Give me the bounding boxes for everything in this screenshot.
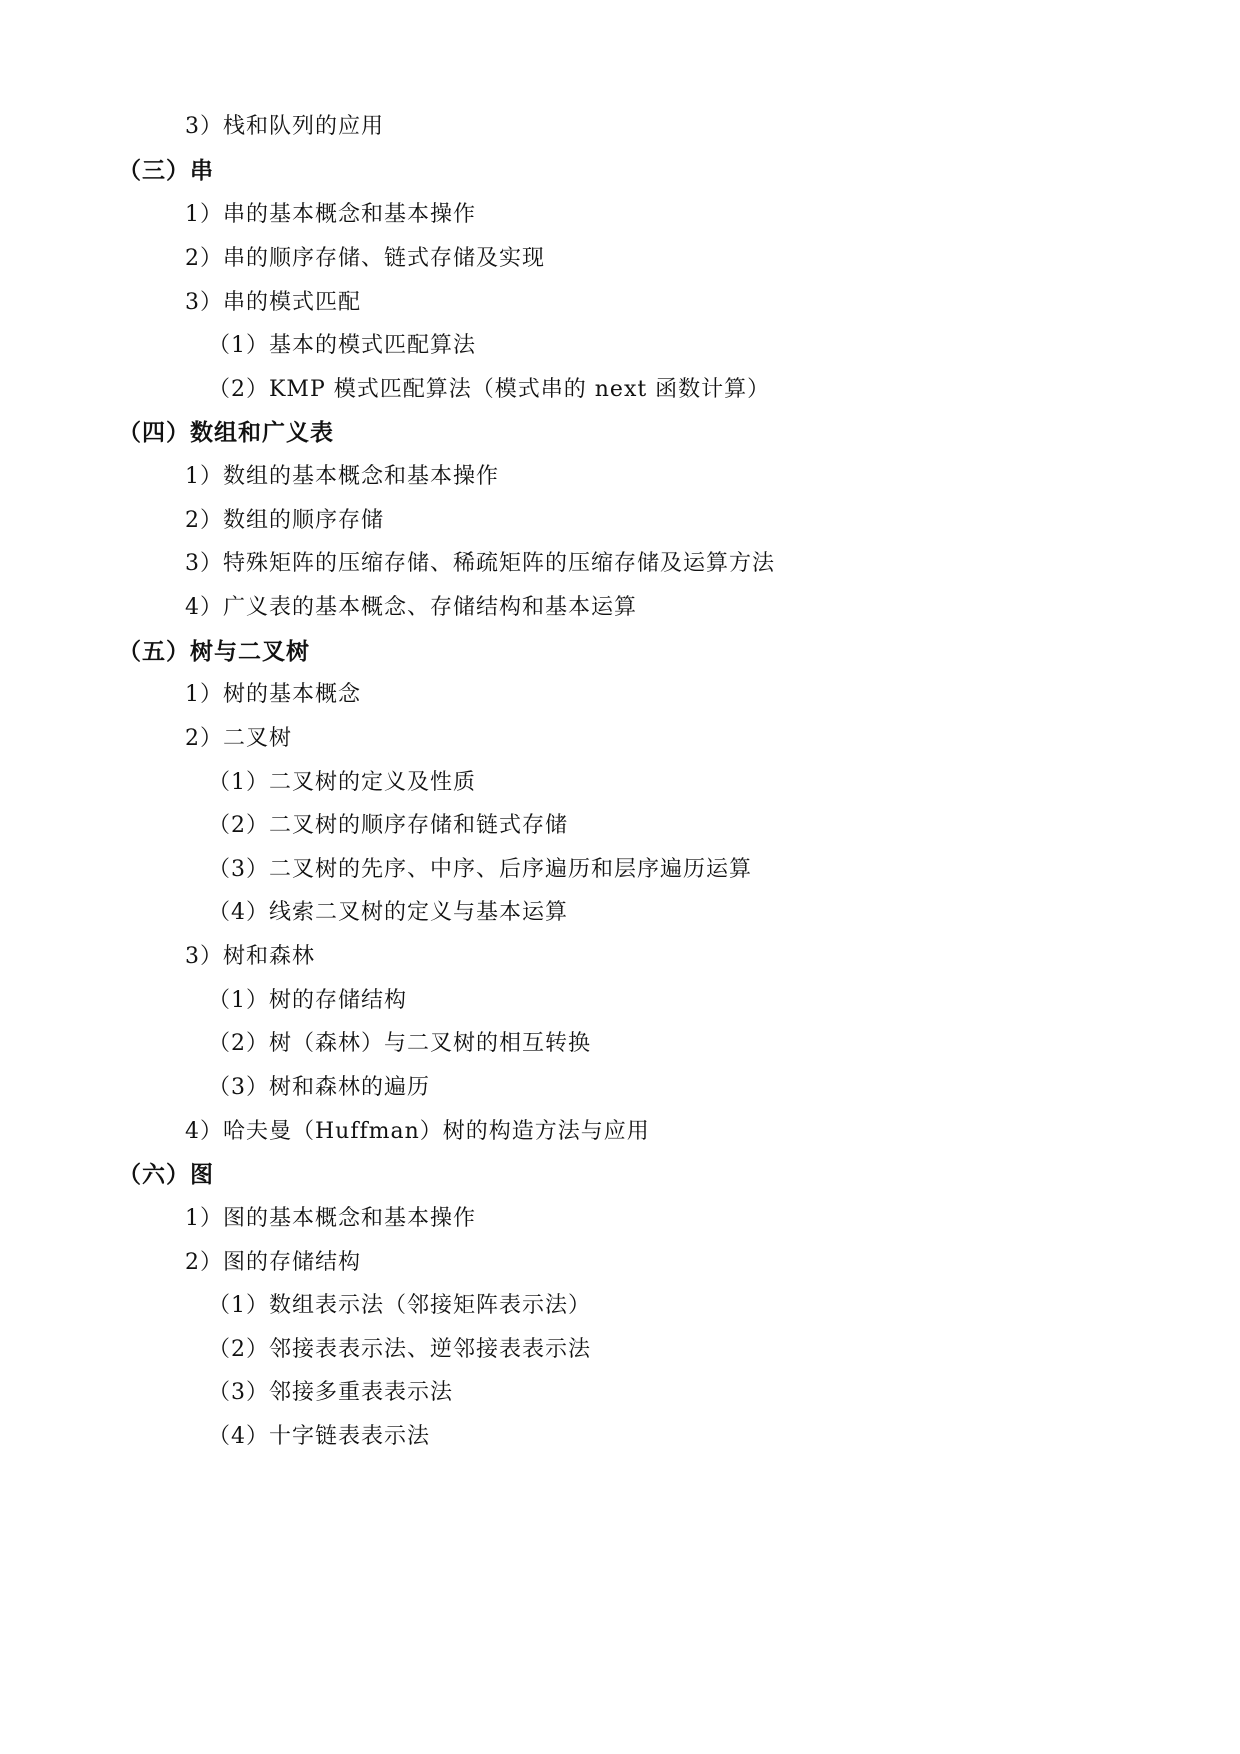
outline-item: 2）数组的顺序存储 — [185, 508, 384, 533]
outline-subitem: （4）十字链表表示法 — [208, 1424, 430, 1449]
outline-item: 3）特殊矩阵的压缩存储、稀疏矩阵的压缩存储及运算方法 — [185, 551, 775, 576]
outline-item: 2）图的存储结构 — [185, 1250, 361, 1275]
outline-subitem: （2）树（森林）与二叉树的相互转换 — [208, 1031, 591, 1056]
outline-subitem: （3）树和森林的遍历 — [208, 1075, 430, 1100]
outline-subitem: （2）邻接表表示法、逆邻接表表示法 — [208, 1337, 591, 1362]
outline-item: 3）栈和队列的应用 — [185, 114, 384, 139]
outline-item: 4）哈夫曼（Huffman）树的构造方法与应用 — [185, 1119, 650, 1144]
outline-subitem: （1）二叉树的定义及性质 — [208, 770, 476, 795]
outline-subitem: （2）二叉树的顺序存储和链式存储 — [208, 813, 568, 838]
outline-subitem: （4）线索二叉树的定义与基本运算 — [208, 900, 568, 925]
outline-item: 3）树和森林 — [185, 944, 315, 969]
section-heading: （五）树与二叉树 — [118, 638, 310, 665]
outline-subitem: （3）二叉树的先序、中序、后序遍历和层序遍历运算 — [208, 857, 752, 882]
outline-item: 4）广义表的基本概念、存储结构和基本运算 — [185, 595, 637, 620]
section-heading: （六）图 — [118, 1161, 214, 1188]
outline-item: 1）串的基本概念和基本操作 — [185, 202, 476, 227]
outline-item: 3）串的模式匹配 — [185, 290, 361, 315]
section-heading: （四）数组和广义表 — [118, 419, 334, 446]
outline-item: 1）数组的基本概念和基本操作 — [185, 464, 499, 489]
outline-subitem: （1）基本的模式匹配算法 — [208, 333, 476, 358]
outline-subitem: （3）邻接多重表表示法 — [208, 1380, 453, 1405]
outline-subitem: （1）树的存储结构 — [208, 988, 407, 1013]
outline-subitem: （1）数组表示法（邻接矩阵表示法） — [208, 1293, 591, 1318]
outline-item: 2）串的顺序存储、链式存储及实现 — [185, 246, 545, 271]
outline-item: 2）二叉树 — [185, 726, 292, 751]
outline-subitem: （2）KMP 模式匹配算法（模式串的 next 函数计算） — [208, 377, 771, 402]
section-heading: （三）串 — [118, 157, 214, 184]
outline-item: 1）树的基本概念 — [185, 682, 361, 707]
outline-item: 1）图的基本概念和基本操作 — [185, 1206, 476, 1231]
